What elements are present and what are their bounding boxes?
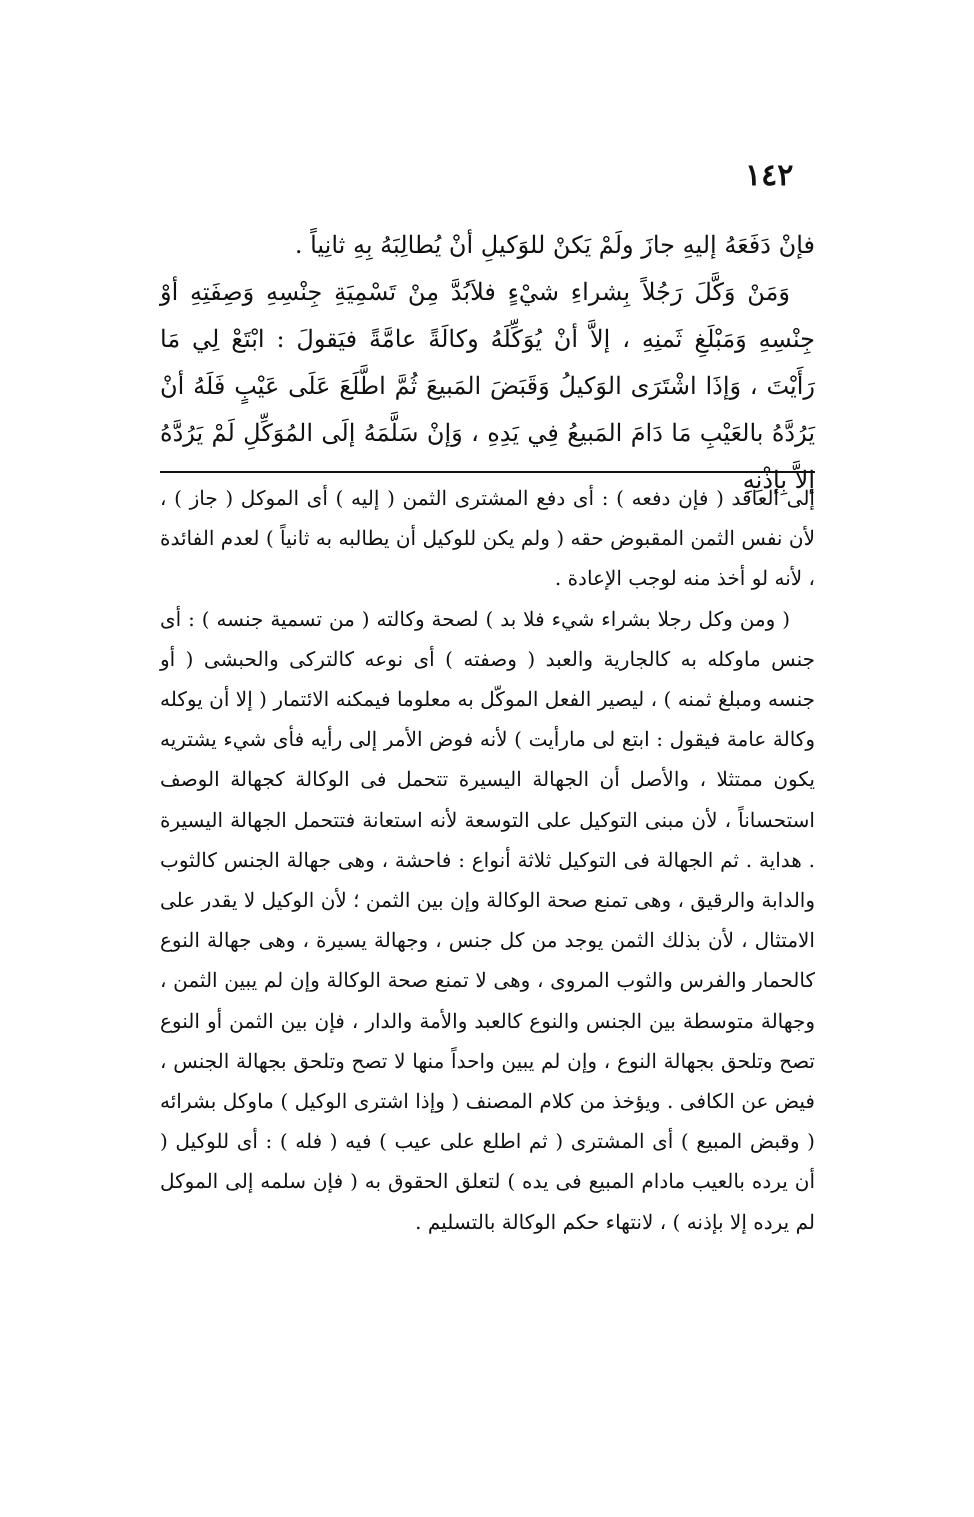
matn-text-block: [160, 222, 815, 504]
page-number: ١٤٢: [745, 158, 794, 193]
separator-rule: [160, 471, 815, 473]
sharh-paragraph: ( ومن وكل رجلا بشراء شيء فلا بد ) لصحة وكالته ( من تسمية جنسه ) : أى جنس ماوكله به كالجارية والعبد ( وصفته ) أى نوعه كالتركى والحبشى ( أو جنسه ومبلغ ثمنه ) ، ليصير الفعل الموكّل به معلوما فيمكنه الائتمار ( إلا أن يوكله وكالة عامة فيقول : ابتع لى مارأيت ) لأنه فوض الأمر إلى رأيه فأى شيء يشتريه يكون ممتثلا ، والأصل أن الجهالة اليسيرة تتحمل فى الوكالة كجهالة الوصف استحساناً ، لأن مبنى التوكيل على التوسعة لأنه استعانة فتتحمل الجهالة اليسيرة . هداية . ثم الجهالة فى التوكيل ثلاثة أنواع : فاحشة ، وهى جهالة الجنس كالثوب والدابة والرقيق ، وهى تمنع صحة الوكالة وإن بين الثمن ؛ لأن الوكيل لا يقدر على الامتثال ، لأن بذلك الثمن يوجد من كل جنس ، وجهالة يسيرة ، وهى جهالة النوع كالحمار والفرس والثوب المروى ، وهى لا تمنع صحة الوكالة وإن لم يبين الثمن ، وجهالة متوسطة بين الجنس والنوع كالعبد والأمة والدار ، فإن بين الثمن أو النوع تصح وتلحق بجهالة النوع ، وإن لم يبين واحداً منها لا تصح وتلحق بجهالة الجنس ، فيض عن الكافى . ويؤخذ من كلام المصنف ( وإذا اشترى الوكيل ) ماوكل بشرائه ( وقبض المبيع ) أى المشترى ( ثم اطلع على عيب ) فيه ( فله ) : أى للوكيل ( أن يرده بالعيب مادام المبيع فى يده ) لتعلق الحقوق به ( فإن سلمه إلى الموكل لم يرده إلا بإذنه ) ، لانتهاء حكم الوكالة بالتسليم .: [160, 606, 815, 1234]
sharh-paragraph: إلى العاقد ( فإن دفعه ) : أى دفع المشترى الثمن ( إليه ) أى الموكل ( جاز ) ، لأن نفس الثمن المقبوض حقه ( ولم يكن للوكيل أن يطالبه به ثانياً ) لعدم الفائدة ، لأنه لو أخذ منه لوجب الإعادة .: [160, 486, 815, 591]
sharh-commentary-block: [160, 478, 815, 1242]
matn-paragraph: فإنْ دَفَعَهُ إليهِ جازَ ولَمْ يَكنْ للوَكيلِ أنْ يُطالِبَهُ بِهِ ثانِياً .: [294, 231, 815, 259]
matn-paragraph: وَمَنْ وَكَّلَ رَجُلاً بِشراءِ شيْءٍ فلاَبُدَّ مِنْ تَسْمِيَةِ جِنْسِهِ وَصِفَتِهِ أوْ جِنْسِهِ وَمَبْلَغِ ثَمنِهِ ، إلاَّ أنْ يُوَكِّلَهُ وكالَةً عامَّةً فيَقولَ : ابْتَعْ لِي مَا رَأَيْتَ ، وَإذَا اشْتَرَى الوَكيلُ وَقَبَضَ المَبيعَ ثُمَّ اطَّلَعَ عَلَى عَيْبٍ فَلَهُ أنْ يَرُدَّهُ بالعَيْبِ مَا دَامَ المَبيعُ فِي يَدِهِ ، وَإنْ سَلَّمَهُ إلَى المُوَكِّلِ لَمْ يَرُدَّهُ إلاَّ بِإذْنِهِ: [160, 278, 815, 494]
